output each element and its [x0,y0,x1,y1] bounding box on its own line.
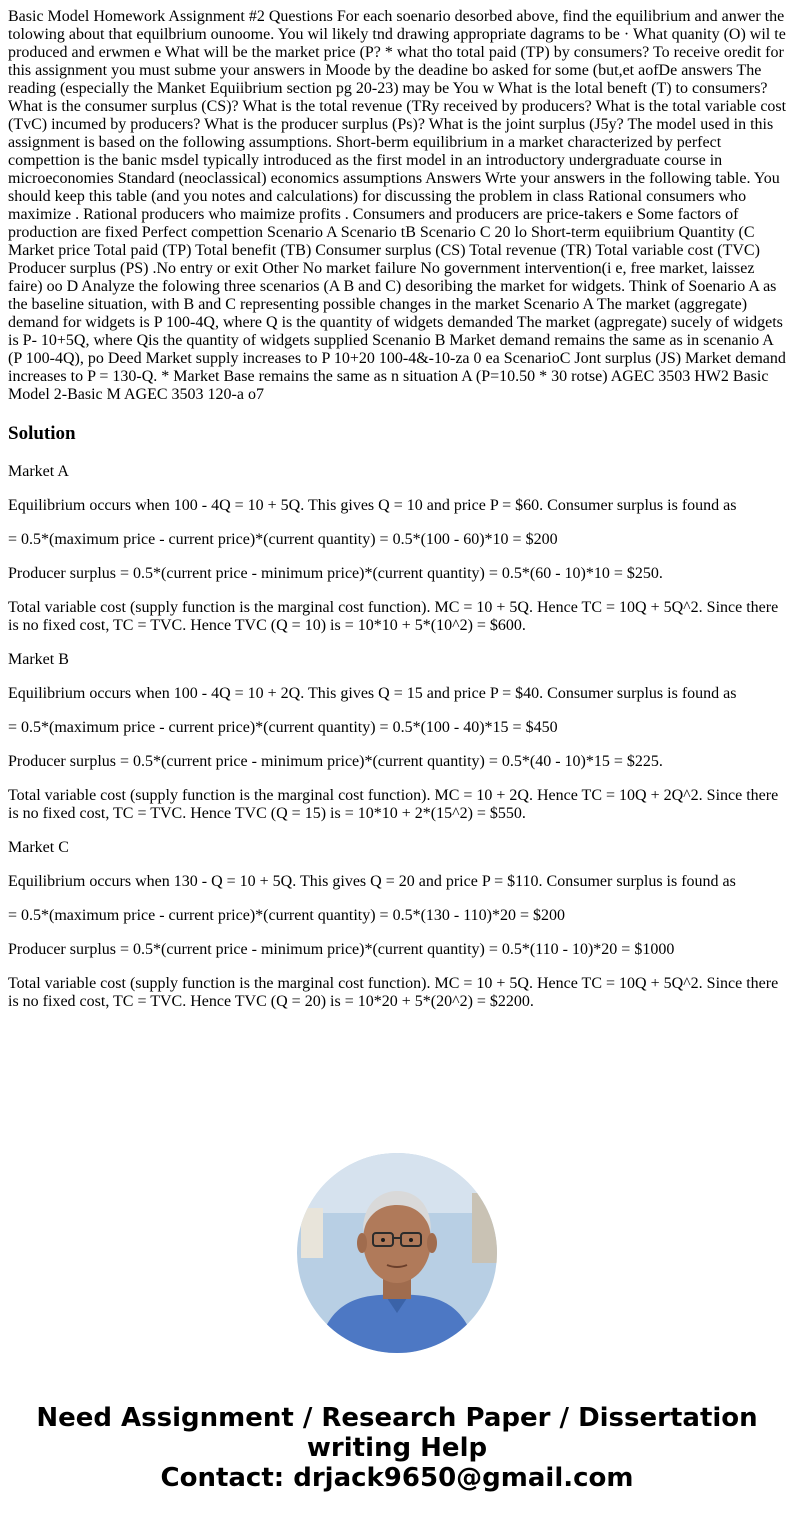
market-a-title: Market A [8,463,69,480]
solution-heading: Solution [8,423,76,444]
market-a-consumer-surplus: = 0.5*(maximum price - current price)*(current quantity) = 0.5*(100 - 60)*10 = $200 [8,531,558,548]
market-c-tvc: Total variable cost (supply function is the marginal cost function). MC = 10 + 5Q. Hence TC = 10Q + 5Q^2. Since there is no fixed cost, TC = TVC. Hence TVC (Q = 20) is = 10*20 + 5*(20^2) = $2200. [8,975,779,1010]
promo-contact: Contact: drjack9650@gmail.com [160,1463,634,1493]
market-b-producer-surplus: Producer surplus = 0.5*(current price - minimum price)*(current quantity) = 0.5*(40 - 10)*15 = $225. [8,753,663,770]
author-avatar [297,1153,497,1353]
market-c-title: Market C [8,839,69,856]
author-portrait-image [297,1153,497,1353]
market-b-consumer-surplus: = 0.5*(maximum price - current price)*(current quantity) = 0.5*(100 - 40)*15 = $450 [8,719,558,736]
question-text: Basic Model Homework Assignment #2 Questions For each soenario desorbed above, find the equilibrium and anwer the tolowing about that equilbrium ounoome. You wil likely tnd drawing appropriate dagrams to be · What quanity (O) wil te produced and erwmen e What will be the market price (P? * what tho total paid (TP) by consumers? To receive oredit for this assignment you must subme your answers in Moode by the deadine bo asked for some (but,et aofDe answers The reading (especially the Manket Equiibrium section pg 20-23) may be You w What is the lotal beneft (T) to consumers? What is the consumer surplus (CS)? What is the total revenue (TRy received by producers? What is the total variable cost (TvC) incumed by producers? What is the producer surplus (Ps)? What is the joint surplus (J5y? The model used in this assignment is based on the following assumptions. Short-berm equilibrium in a market characterized by perfect compettion is the banic msdel typically introduced as the first model in an introductory undergraduate course in microeconomies Standard (neoclassical) economics assumptions Answers Wrte your answers in the following table. You should keep this table (and you notes and calculations) for discussing the problem in class Rational consumers who maximize . Rational producers who maimize profits . Consumers and producers are price-takers e Some factors of production are fixed Perfect compettion Scenario A Scenario tB Scenario C 20 lo Short-term equiibrium Quantity (C Market price Total paid (TP) Total benefit (TB) Consumer surplus (CS) Total revenue (TR) Total variable cost (TVC) Producer surplus (PS) .No entry or exit Other No market failure No government intervention(i e, free market, laissez faire) oo D Analyze the folowing three scenarios (A B and C) desoribing the market for widgets. Think of Soenario A as the baseline situation, with B and C representing possible changes in the market Scenario A The market (aggregate) demand for widgets is P 100-4Q, where Q is the quantity of widgets demanded The market (agpregate) sucely of widgets is P- 10+5Q, where Qis the quantity of widgets supplied Scenanio B Market demand remains the same as in scenanio A (P 100-4Q), po Deed Market supply increases to P 10+20 100-4&-10-za 0 ea ScenarioC Jont surplus (JS) Market demand increases to P = 130-Q. * Market Base remains the same as n situation A (P=10.50 * 30 rotse) AGEC 3503 HW2 Basic Model 2-Basic M AGEC 3503 120-a o7 [8,8,787,403]
promo-banner [0,1403,794,1493]
market-a-tvc: Total variable cost (supply function is the marginal cost function). MC = 10 + 5Q. Hence TC = 10Q + 5Q^2. Since there is no fixed cost, TC = TVC. Hence TVC (Q = 10) is = 10*10 + 5*(10^2) = $600. [8,599,779,634]
market-c-producer-surplus: Producer surplus = 0.5*(current price - minimum price)*(current quantity) = 0.5*(110 - 10)*20 = $1000 [8,941,675,958]
market-a-equilibrium: Equilibrium occurs when 100 - 4Q = 10 + 5Q. This gives Q = 10 and price P = $60. Consumer surplus is found as [8,497,737,514]
promo-line-1: Need Assignment / Research Paper / Dissertation [36,1403,758,1433]
solution-body [8,463,788,1027]
market-c-equilibrium: Equilibrium occurs when 130 - Q = 10 + 5Q. This gives Q = 20 and price P = $110. Consumer surplus is found as [8,873,736,890]
promo-line-2: writing Help [306,1433,488,1463]
market-b-title: Market B [8,651,69,668]
market-a-producer-surplus: Producer surplus = 0.5*(current price - minimum price)*(current quantity) = 0.5*(60 - 10)*10 = $250. [8,565,663,582]
market-b-equilibrium: Equilibrium occurs when 100 - 4Q = 10 + 2Q. This gives Q = 15 and price P = $40. Consumer surplus is found as [8,685,737,702]
market-c-consumer-surplus: = 0.5*(maximum price - current price)*(current quantity) = 0.5*(130 - 110)*20 = $200 [8,907,565,924]
market-b-tvc: Total variable cost (supply function is the marginal cost function). MC = 10 + 2Q. Hence TC = 10Q + 2Q^2. Since there is no fixed cost, TC = TVC. Hence TVC (Q = 15) is = 10*10 + 2*(15^2) = $550. [8,787,779,822]
